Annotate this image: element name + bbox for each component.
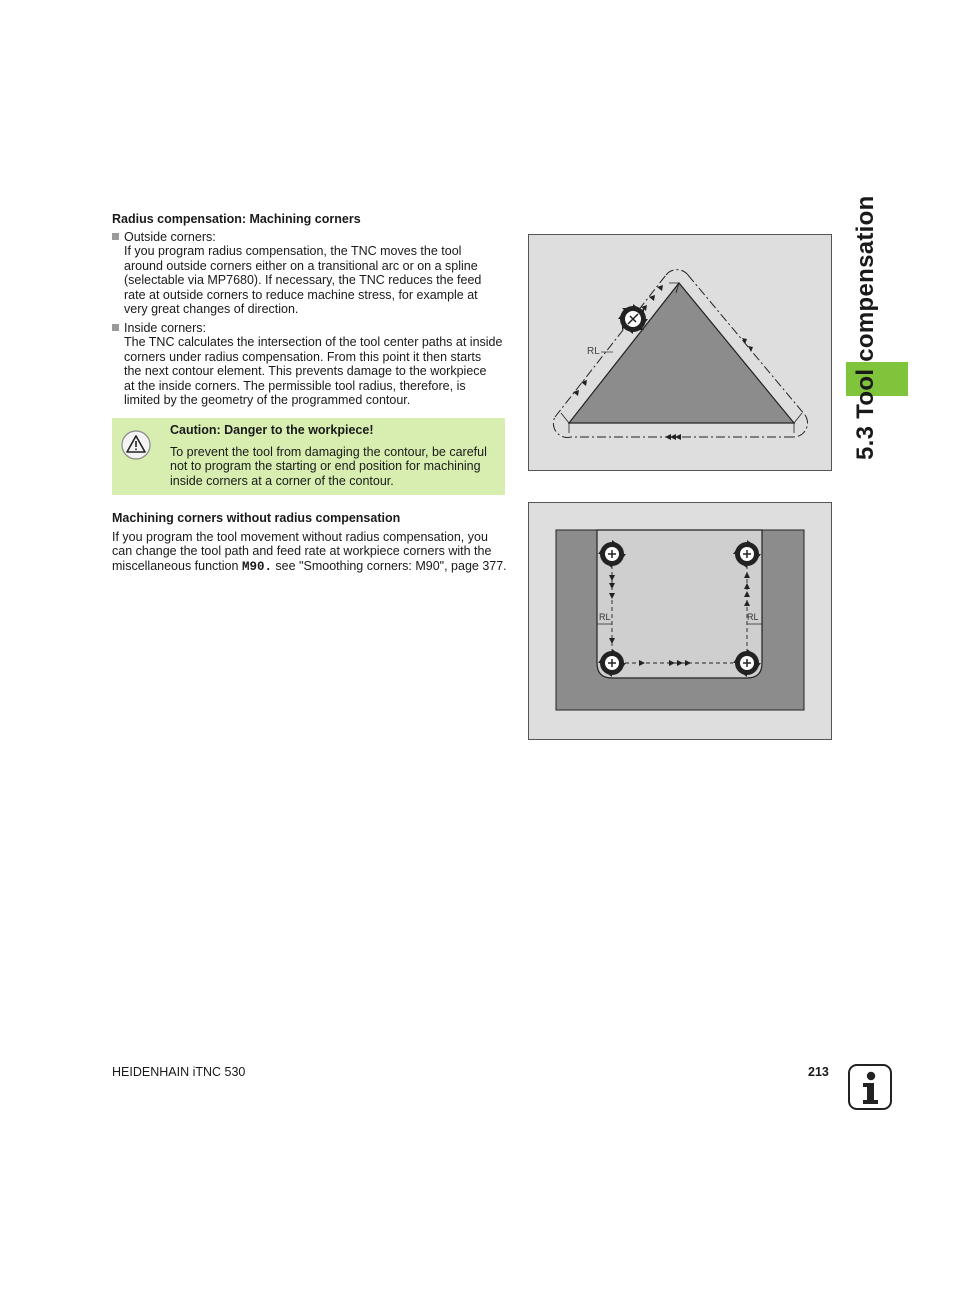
caution-line: not to program the starting or end position for machining [170, 459, 481, 474]
bullet-inside-corners [112, 321, 512, 407]
rl-label-right: RL [747, 612, 759, 622]
chapter-title: 5.3 Tool compensation [852, 195, 879, 460]
bullet-square-icon [112, 233, 119, 240]
paragraph-text: miscellaneous function [112, 558, 242, 573]
figure-no-radius-compensation [528, 502, 832, 740]
caution-box [112, 418, 505, 495]
bullet-label: Inside corners: [124, 321, 206, 335]
svg-text:·: · [675, 286, 678, 295]
page-number: 213 [808, 1065, 829, 1079]
rl-label: RL [587, 346, 600, 357]
paragraph-line: corners under radius compensation. From this point it then starts [124, 349, 482, 364]
figure-outside-inside-corners [528, 234, 832, 471]
caution-line: inside corners at a corner of the contour. [170, 473, 394, 488]
caution-line: To prevent the tool from damaging the contour, be careful [170, 445, 487, 459]
paragraph-line: around outside corners either on a transitional arc or on a spline [124, 258, 478, 273]
paragraph-line-with-code [112, 559, 512, 574]
paragraph-line: rate at outside corners to reduce machine stress, for example at [124, 287, 478, 302]
paragraph-line: (selectable via MP7680). If necessary, the TNC reduces the feed [124, 273, 482, 288]
bullet-square-icon [112, 324, 119, 331]
footer-product: HEIDENHAIN iTNC 530 [112, 1065, 246, 1079]
section2-paragraph [112, 530, 512, 574]
section-heading-corners: Radius compensation: Machining corners [112, 212, 361, 226]
rectangle-diagram [529, 503, 831, 739]
caution-text [170, 445, 500, 488]
paragraph-line: at the inside corners. The permissible tool radius, therefore, is [124, 378, 466, 393]
bullet-label: Outside corners: [124, 230, 216, 244]
paragraph-line: limited by the geometry of the programmed contour. [124, 393, 411, 408]
caution-title: Caution: Danger to the workpiece! [170, 423, 374, 437]
paragraph-line: the next contour element. This prevents damage to the workpiece [124, 364, 487, 379]
milling-cutter-icon [618, 304, 648, 334]
triangle-diagram [529, 235, 831, 470]
info-i-icon [848, 1064, 892, 1110]
warning-triangle-icon [121, 430, 151, 460]
rl-label-left: RL [599, 612, 611, 622]
bullet-outside-corners [112, 230, 512, 316]
workpiece-triangle [569, 283, 794, 423]
section-heading-no-compensation: Machining corners without radius compensation [112, 511, 401, 525]
paragraph-line: If you program radius compensation, the TNC moves the tool [124, 244, 462, 259]
paragraph-line: If you program the tool movement without radius compensation, you [112, 530, 488, 544]
paragraph-line: very great changes of direction. [124, 302, 299, 317]
paragraph-line: The TNC calculates the intersection of the tool center paths at inside [124, 335, 503, 350]
code-m90: M90. [241, 559, 272, 574]
page-reference-link[interactable]: see "Smoothing corners: M90", page 377. [271, 558, 507, 573]
paragraph-line: can change the tool path and feed rate at workpiece corners with the [112, 544, 492, 559]
